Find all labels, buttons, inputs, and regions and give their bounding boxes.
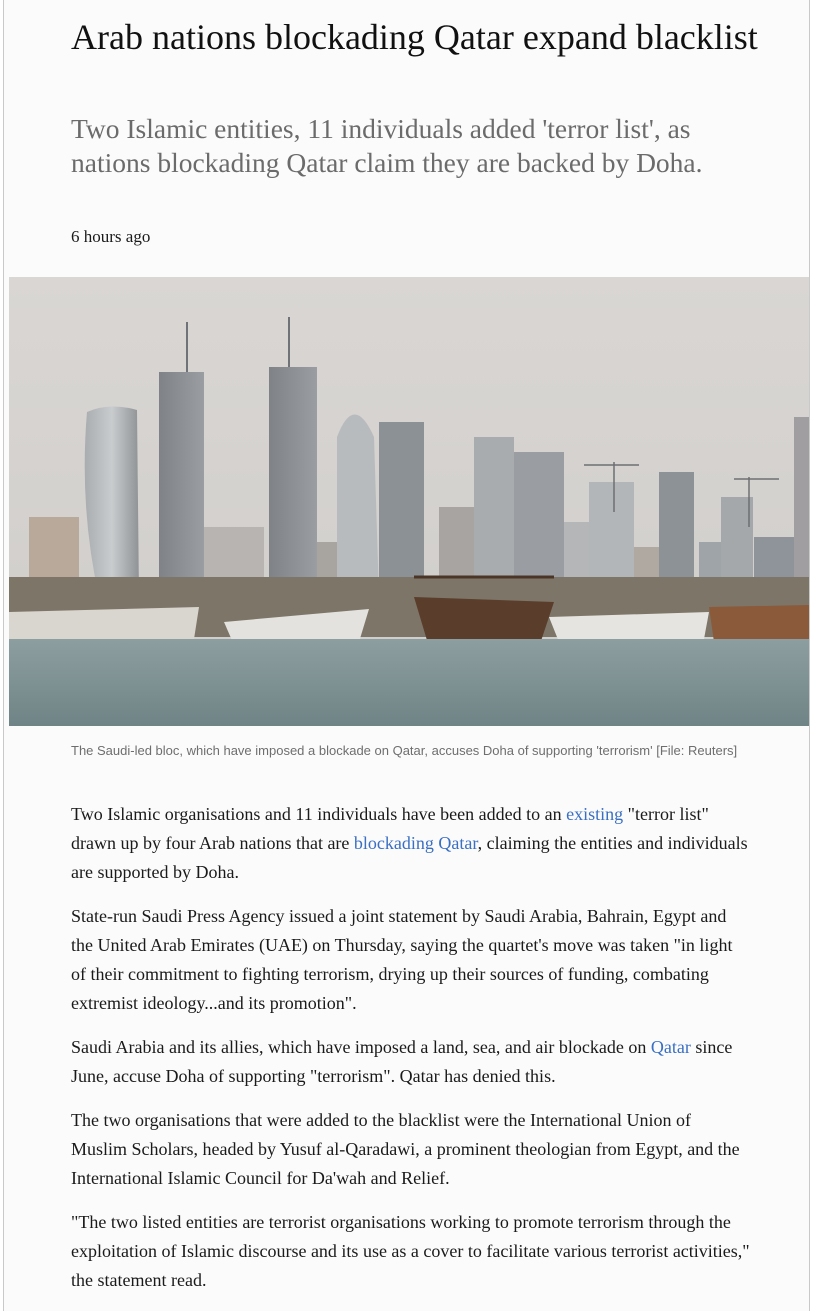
article-paragraph: The two organisations that were added to the blacklist were the International Union of Muslim Scholars, headed by Yusuf al-Qaradawi, a prominent theologian from Egypt, and the International Islamic Council for Da'wah and Relief. (71, 1110, 740, 1188)
article-headline: Arab nations blockading Qatar expand blacklist (71, 17, 758, 57)
article-paragraph: State-run Saudi Press Agency issued a joint statement by Saudi Arabia, Bahrain, Egypt and the United Arab Emirates (UAE) on Thursday, saying the quartet's move was taken "in light of their commitment to fighting terrorism, drying up their sources of funding, combating extremist ideology...and its promotion". (71, 906, 733, 1013)
link-existing[interactable]: existing (566, 804, 624, 824)
paragraph-text: Saudi Arabia and its allies, which have imposed a land, sea, and air blockade on (71, 1037, 651, 1057)
article-paragraph (71, 800, 751, 887)
article-paragraph: "The two listed entities are terrorist organisations working to promote terrorism through the exploitation of Islamic discourse and its use as a cover to facilitate various terrorist activities," the statement read. (71, 1212, 750, 1290)
article-timestamp: 6 hours ago (71, 227, 151, 246)
article-paragraph (71, 1033, 751, 1091)
article-body (71, 800, 751, 1310)
paragraph-text: , claiming the entities and individuals are supported by Doha. (71, 833, 748, 882)
paragraph-text: "terror list" drawn up by four Arab nations that are (71, 804, 709, 853)
article-photo-doha-skyline (9, 277, 809, 726)
paragraph-text: since June, accuse Doha of supporting "terrorism". Qatar has denied this. (71, 1037, 733, 1086)
article-subhead: Two Islamic entities, 11 individuals added 'terror list', as nations blockading Qatar claim they are backed by Doha. (71, 113, 703, 178)
link-qatar[interactable]: Qatar (650, 1037, 691, 1057)
paragraph-text: Two Islamic organisations and 11 individuals have been added to an (71, 804, 567, 824)
photo-caption: The Saudi-led bloc, which have imposed a blockade on Qatar, accuses Doha of supporting 'terrorism' [File: Reuters] (71, 743, 738, 758)
article-page (3, 0, 810, 1311)
link-blockading-qatar[interactable]: blockading Qatar (353, 833, 478, 853)
